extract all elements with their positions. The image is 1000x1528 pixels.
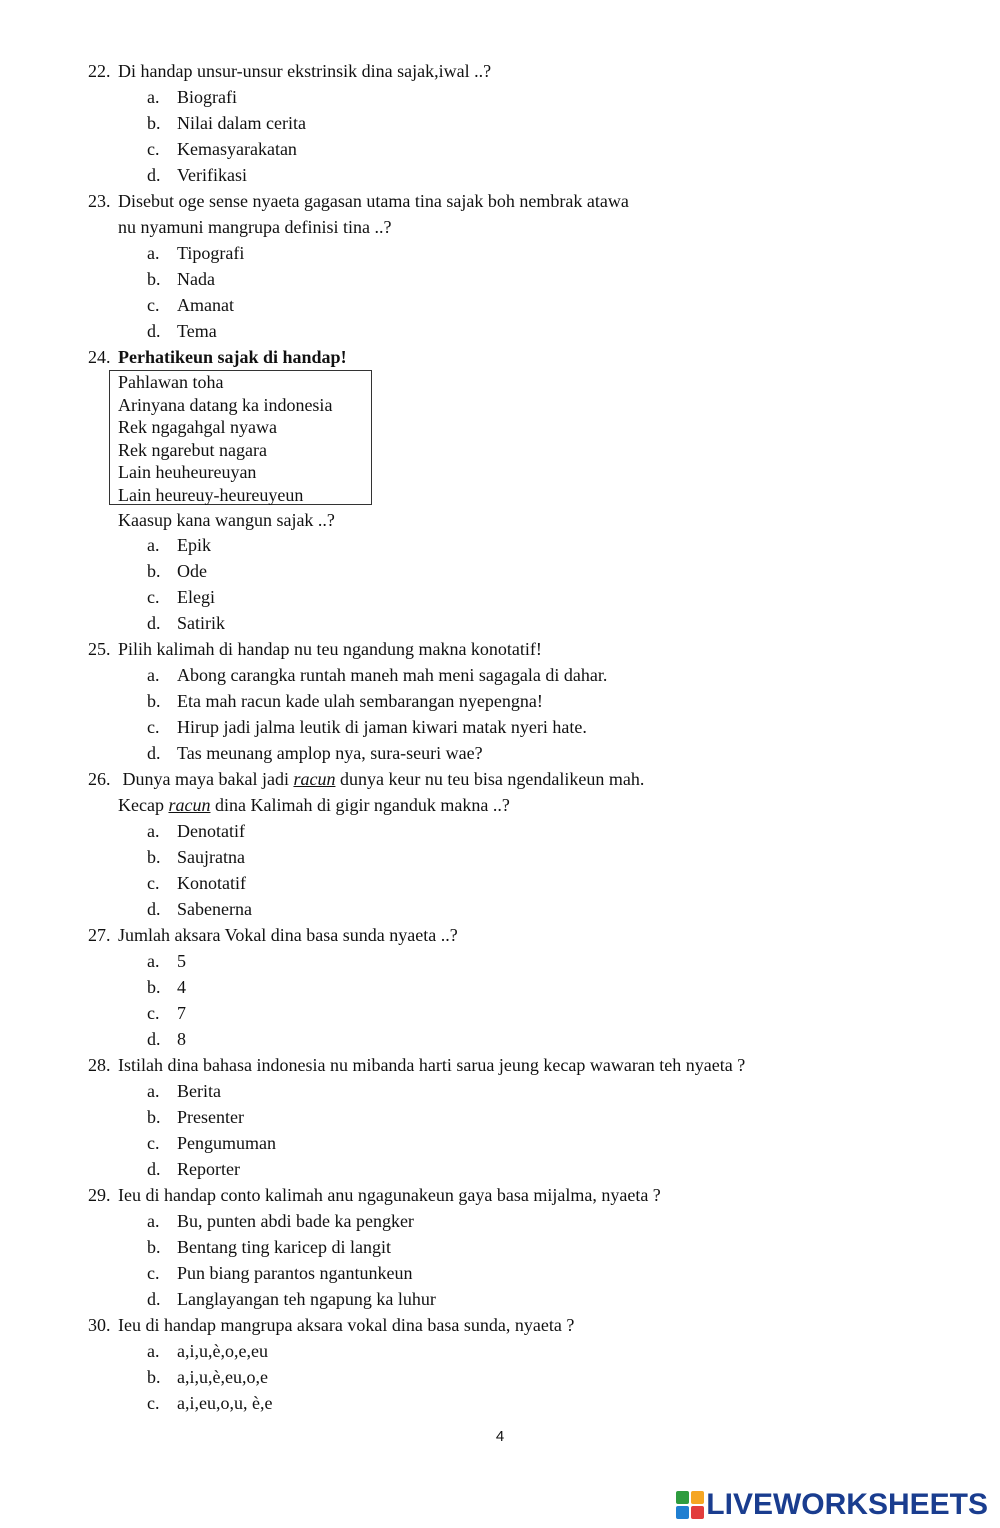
option-30b[interactable] (147, 1364, 268, 1390)
question-28 (88, 1052, 745, 1078)
option-24c[interactable] (147, 584, 215, 610)
liveworksheets-brand[interactable] (676, 1488, 988, 1522)
option-text: a,i,u,è,o,e,eu (177, 1341, 268, 1361)
option-22c[interactable] (147, 136, 297, 162)
question-number: 25. (88, 639, 111, 659)
option-text: Eta mah racun kade ulah sembarangan nyepengna! (177, 691, 543, 711)
poem-line: Rek ngagahgal nyawa (118, 417, 277, 437)
option-27a[interactable] (147, 948, 186, 974)
option-text: Presenter (177, 1107, 244, 1127)
option-25d[interactable] (147, 740, 483, 766)
option-text: 8 (177, 1029, 186, 1049)
option-text: Biografi (177, 87, 237, 107)
option-25a[interactable] (147, 662, 607, 688)
option-letter: c. (147, 1133, 160, 1153)
option-28b[interactable] (147, 1104, 244, 1130)
option-letter: a. (147, 87, 160, 107)
poem-line: Rek ngarebut nagara (118, 439, 267, 460)
option-letter: a. (147, 821, 160, 841)
option-29d[interactable] (147, 1286, 436, 1312)
option-28d[interactable] (147, 1156, 240, 1182)
option-29a[interactable] (147, 1208, 414, 1234)
option-letter: b. (147, 1367, 161, 1387)
option-letter: b. (147, 691, 161, 711)
option-letter: d. (147, 165, 161, 185)
question-text: Di handap unsur-unsur ekstrinsik dina sajak,iwal ..? (118, 61, 492, 81)
keyword-racun: racun (168, 795, 211, 815)
option-letter: b. (147, 977, 161, 997)
option-letter: c. (147, 1393, 160, 1413)
option-letter: a. (147, 1341, 160, 1361)
option-text: Denotatif (177, 821, 245, 841)
question-30 (88, 1312, 574, 1338)
option-letter: a. (147, 535, 160, 555)
option-letter: c. (147, 1263, 160, 1283)
question-26-continuation (118, 792, 510, 818)
question-number: 28. (88, 1055, 111, 1075)
option-text: Tas meunang amplop nya, sura-seuri wae? (177, 743, 483, 763)
option-28c[interactable] (147, 1130, 276, 1156)
question-26 (88, 766, 644, 792)
option-text: a,i,u,è,eu,o,e (177, 1367, 268, 1387)
question-text-after: dina Kalimah di gigir nganduk makna ..? (210, 795, 510, 815)
option-text: Amanat (177, 295, 234, 315)
option-23b[interactable] (147, 266, 215, 292)
option-text: a,i,eu,o,u, è,e (177, 1393, 273, 1413)
option-26b[interactable] (147, 844, 245, 870)
page-number: 4 (495, 1428, 505, 1445)
question-24-continuation: Kaasup kana wangun sajak ..? (118, 510, 335, 530)
option-letter: c. (147, 1003, 160, 1023)
poem-line: Arinyana datang ka indonesia (118, 394, 333, 415)
option-letter: b. (147, 113, 161, 133)
option-text: Nada (177, 269, 215, 289)
option-text: Langlayangan teh ngapung ka luhur (177, 1289, 436, 1309)
option-30c[interactable] (147, 1390, 272, 1416)
option-text: Hirup jadi jalma leutik di jaman kiwari matak nyeri hate. (177, 717, 587, 737)
option-letter: a. (147, 1081, 160, 1101)
option-text: Pun biang parantos ngantunkeun (177, 1263, 413, 1283)
option-letter: c. (147, 295, 160, 315)
poem-line: Pahlawan toha (118, 372, 224, 392)
question-text: Pilih kalimah di handap nu teu ngandung makna konotatif! (118, 639, 542, 659)
poem-line: Lain heureuy-heureuyeun (118, 484, 304, 505)
option-text: Tipografi (177, 243, 245, 263)
poem-line: Lain heuheureuyan (118, 462, 257, 482)
question-number: 30. (88, 1315, 111, 1335)
option-22b[interactable] (147, 110, 306, 136)
option-25c[interactable] (147, 714, 587, 740)
option-text: Kemasyarakatan (177, 139, 297, 159)
option-text: Elegi (177, 587, 215, 607)
option-29c[interactable] (147, 1260, 412, 1286)
option-letter: b. (147, 561, 161, 581)
option-text: Konotatif (177, 873, 246, 893)
question-24 (88, 344, 347, 370)
logo-square-red (691, 1506, 704, 1519)
option-letter: d. (147, 899, 161, 919)
option-letter: a. (147, 243, 160, 263)
option-23a[interactable] (147, 240, 244, 266)
keyword-racun: racun (293, 769, 336, 789)
option-letter: d. (147, 1029, 161, 1049)
option-22a[interactable] (147, 84, 237, 110)
logo-square-blue (676, 1506, 689, 1519)
poem-box (109, 370, 372, 505)
option-24b[interactable] (147, 558, 207, 584)
option-text: Pengumuman (177, 1133, 276, 1153)
option-letter: b. (147, 847, 161, 867)
option-letter: d. (147, 613, 161, 633)
option-26a[interactable] (147, 818, 245, 844)
option-letter: d. (147, 1289, 161, 1309)
option-28a[interactable] (147, 1078, 221, 1104)
question-text: Jumlah aksara Vokal dina basa sunda nyaeta ..? (118, 925, 458, 945)
question-number: 29. (88, 1185, 111, 1205)
option-text: Bu, punten abdi bade ka pengker (177, 1211, 414, 1231)
option-letter: d. (147, 321, 161, 341)
question-text: Disebut oge sense nyaeta gagasan utama tina sajak boh nembrak atawa (118, 191, 629, 211)
option-26d[interactable] (147, 896, 252, 922)
liveworksheets-logo-icon (676, 1491, 704, 1519)
option-24a[interactable] (147, 532, 211, 558)
question-number: 23. (88, 191, 111, 211)
option-text: Ode (177, 561, 207, 581)
option-24d[interactable] (147, 610, 225, 636)
option-27b[interactable] (147, 974, 186, 1000)
option-text: 4 (177, 977, 186, 997)
option-text: Tema (177, 321, 217, 341)
question-29 (88, 1182, 661, 1208)
option-text: Sabenerna (177, 899, 252, 919)
question-text: Ieu di handap conto kalimah anu ngagunakeun gaya basa mijalma, nyaeta ? (118, 1185, 661, 1205)
logo-square-green (676, 1491, 689, 1504)
option-letter: b. (147, 1237, 161, 1257)
option-29b[interactable] (147, 1234, 391, 1260)
option-27c[interactable] (147, 1000, 186, 1026)
question-number: 27. (88, 925, 111, 945)
question-text-after: dunya keur nu teu bisa ngendalikeun mah. (335, 769, 645, 789)
question-text: Ieu di handap mangrupa aksara vokal dina basa sunda, nyaeta ? (118, 1315, 575, 1335)
option-text: Nilai dalam cerita (177, 113, 306, 133)
option-text: Satirik (177, 613, 225, 633)
option-text: Bentang ting karicep di langit (177, 1237, 391, 1257)
question-22 (88, 58, 491, 84)
option-25b[interactable] (147, 688, 543, 714)
question-23-continuation: nu nyamuni mangrupa definisi tina ..? (118, 217, 392, 237)
brand-name: LIVEWORKSHEETS (706, 1488, 988, 1521)
option-27d[interactable] (147, 1026, 186, 1052)
option-text: Saujratna (177, 847, 245, 867)
option-letter: a. (147, 951, 160, 971)
question-23 (88, 188, 629, 214)
option-26c[interactable] (147, 870, 246, 896)
option-letter: c. (147, 717, 160, 737)
option-23d[interactable] (147, 318, 217, 344)
question-number: 24. (88, 347, 111, 367)
question-number: 22. (88, 61, 111, 81)
question-text: Istilah dina bahasa indonesia nu mibanda harti sarua jeung kecap wawaran teh nyaeta ? (118, 1055, 746, 1075)
question-text: Perhatikeun sajak di handap! (118, 347, 347, 367)
logo-square-orange (691, 1491, 704, 1504)
option-text: 5 (177, 951, 186, 971)
option-letter: a. (147, 665, 160, 685)
option-text: Abong carangka runtah maneh mah meni sagagala di dahar. (177, 665, 608, 685)
option-letter: d. (147, 1159, 161, 1179)
option-letter: c. (147, 587, 160, 607)
option-letter: c. (147, 139, 160, 159)
question-25 (88, 636, 542, 662)
question-number: 26. (88, 769, 111, 789)
option-text: Verifikasi (177, 165, 247, 185)
option-23c[interactable] (147, 292, 234, 318)
question-text-before: Dunya maya bakal jadi (118, 769, 294, 789)
option-text: Berita (177, 1081, 221, 1101)
question-text-before: Kecap (118, 795, 169, 815)
option-letter: d. (147, 743, 161, 763)
option-letter: c. (147, 873, 160, 893)
option-22d[interactable] (147, 162, 247, 188)
option-30a[interactable] (147, 1338, 268, 1364)
question-27 (88, 922, 458, 948)
option-letter: b. (147, 1107, 161, 1127)
option-letter: a. (147, 1211, 160, 1231)
option-text: Epik (177, 535, 211, 555)
option-text: Reporter (177, 1159, 240, 1179)
option-text: 7 (177, 1003, 186, 1023)
option-letter: b. (147, 269, 161, 289)
